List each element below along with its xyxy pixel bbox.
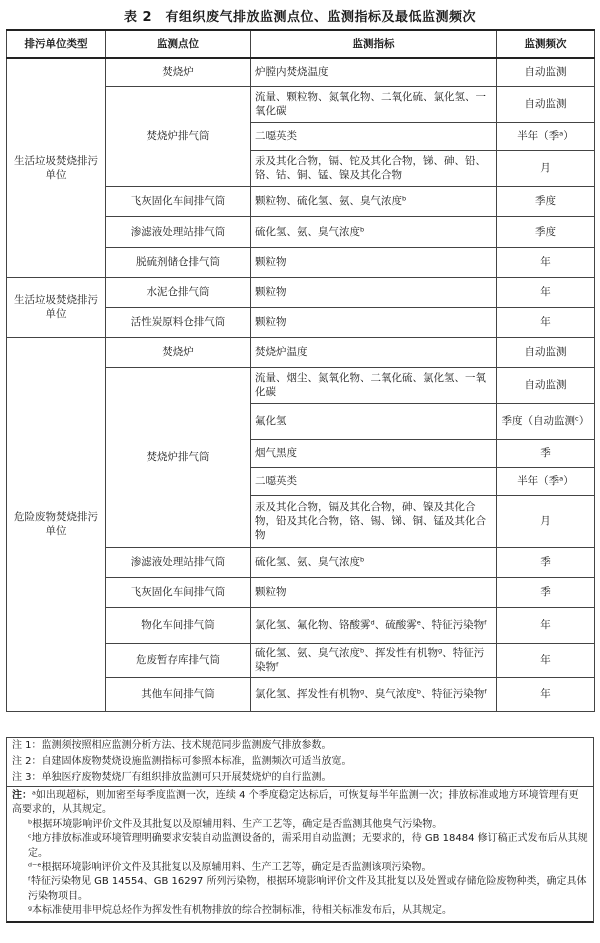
monitoring-point-cell: 脱硫剂储仓排气筒 [106, 247, 251, 277]
frequency-cell: 半年（季ᵃ） [497, 122, 595, 150]
frequency-cell: 年 [497, 607, 595, 643]
table-header-row [7, 30, 595, 58]
header-indicator: 监测指标 [251, 30, 497, 58]
table-row [7, 58, 595, 86]
indicator-cell: 颗粒物 [251, 577, 497, 607]
indicator-cell: 颗粒物 [251, 277, 497, 307]
frequency-cell: 月 [497, 495, 595, 547]
monitoring-point-cell: 其他车间排气筒 [106, 677, 251, 711]
frequency-cell: 年 [497, 247, 595, 277]
monitoring-point-cell: 飞灰固化车间排气筒 [106, 577, 251, 607]
frequency-cell: 季度（自动监测ᶜ） [497, 403, 595, 439]
frequency-cell: 季 [497, 577, 595, 607]
indicator-cell: 流量、烟尘、氮氧化物、二氧化硫、氯化氢、一氧化碳 [251, 367, 497, 403]
frequency-cell: 年 [497, 677, 595, 711]
indicator-cell: 颗粒物 [251, 307, 497, 337]
unit-type-cell: 危险废物焚烧排污单位 [7, 337, 106, 711]
monitoring-point-cell: 活性炭原料仓排气筒 [106, 307, 251, 337]
notes-section [6, 737, 594, 923]
unit-type-cell: 生活垃圾焚烧排污单位 [7, 277, 106, 337]
footnote-d-e: ᵈ⁻ᵉ根据环境影响评价文件及其批复以及原辅用料、生产工艺等，确定是否监测该项污染物。 [28, 862, 432, 874]
indicator-cell: 汞及其化合物，镉、铊及其化合物，锑、砷、铅、铬、钴、铜、锰、镍及其化合物 [251, 150, 497, 186]
monitoring-point-cell: 焚烧炉排气筒 [106, 86, 251, 186]
table-row [7, 337, 595, 367]
frequency-cell: 季 [497, 439, 595, 467]
table-row [7, 277, 595, 307]
frequency-cell: 年 [497, 643, 595, 677]
indicator-cell: 硫化氢、氨、臭气浓度ᵇ [251, 547, 497, 577]
frequency-cell: 自动监测 [497, 367, 595, 403]
frequency-cell: 季 [497, 547, 595, 577]
note-1: 注 1：监测须按照相应监测分析方法、技术规范同步监测废气排放参数。 [12, 740, 332, 751]
indicator-cell: 二噁英类 [251, 122, 497, 150]
footnotes-block [7, 786, 593, 921]
indicator-cell: 炉膛内焚烧温度 [251, 58, 497, 86]
monitoring-table [6, 29, 595, 712]
header-unit-type: 排污单位类型 [7, 30, 106, 58]
frequency-cell: 年 [497, 277, 595, 307]
footnote-c: ᶜ地方排放标准或环境管理明确要求安装自动监测设备的，需采用自动监测；无要求的，待 GB 18484 修订稿正式发布后从其规定。 [28, 833, 588, 859]
monitoring-point-cell: 焚烧炉 [106, 337, 251, 367]
footnote-f: ᶠ特征污染物见 GB 14554、GB 16297 所列污染物，根据环境影响评价文件及其批复以及处置或存储危险废物种类，确定具体污染物项目。 [28, 876, 587, 902]
unit-type-cell: 生活垃圾焚烧排污单位 [7, 58, 106, 277]
header-monitoring-point: 监测点位 [106, 30, 251, 58]
monitoring-point-cell: 焚烧炉 [106, 58, 251, 86]
monitoring-point-cell: 渗滤液处理站排气筒 [106, 216, 251, 247]
footnote-label: 注： [12, 790, 32, 801]
header-frequency: 监测频次 [497, 30, 595, 58]
monitoring-point-cell: 物化车间排气筒 [106, 607, 251, 643]
indicator-cell: 二噁英类 [251, 467, 497, 495]
frequency-cell: 月 [497, 150, 595, 186]
note-2: 注 2：自建固体废物焚烧设施监测指标可参照本标准，监测频次可适当放宽。 [12, 756, 352, 767]
indicator-cell: 流量、颗粒物、氮氧化物、二氧化硫、氯化氢、一氧化碳 [251, 86, 497, 122]
indicator-cell: 颗粒物 [251, 247, 497, 277]
note-3: 注 3：单独医疗废物焚烧厂有组织排放监测可只开展焚烧炉的自行监测。 [12, 772, 332, 783]
indicator-cell: 硫化氢、氨、臭气浓度ᵇ [251, 216, 497, 247]
frequency-cell: 半年（季ᵃ） [497, 467, 595, 495]
frequency-cell: 自动监测 [497, 337, 595, 367]
monitoring-point-cell: 飞灰固化车间排气筒 [106, 186, 251, 216]
monitoring-point-cell: 危废暂存库排气筒 [106, 643, 251, 677]
frequency-cell: 季度 [497, 186, 595, 216]
monitoring-point-cell: 渗滤液处理站排气筒 [106, 547, 251, 577]
indicator-cell: 氯化氢、挥发性有机物ᵍ、臭气浓度ᵇ、特征污染物ᶠ [251, 677, 497, 711]
frequency-cell: 年 [497, 307, 595, 337]
footnote-g: ᵍ本标准使用非甲烷总烃作为挥发性有机物排放的综合控制标准，待相关标准发布后，从其规定。 [28, 905, 453, 917]
indicator-cell: 氟化氢 [251, 403, 497, 439]
indicator-cell: 烟气黑度 [251, 439, 497, 467]
indicator-cell: 氯化氢、氟化物、铬酸雾ᵈ、硫酸雾ᵉ、特征污染物ᶠ [251, 607, 497, 643]
frequency-cell: 季度 [497, 216, 595, 247]
table-title: 表 2 有组织废气排放监测点位、监测指标及最低监测频次 [123, 10, 477, 25]
frequency-cell: 自动监测 [497, 86, 595, 122]
indicator-cell: 汞及其化合物，镉及其化合物，砷、镍及其化合物，铅及其化合物，铬、锡、锑、铜、锰及其化合物 [251, 495, 497, 547]
indicator-cell: 硫化氢、氨、臭气浓度ᵇ、挥发性有机物ᵍ、特征污染物ᶠ [251, 643, 497, 677]
footnote-a [12, 789, 588, 818]
monitoring-point-cell: 焚烧炉排气筒 [106, 367, 251, 547]
indicator-cell: 颗粒物、硫化氢、氨、臭气浓度ᵇ [251, 186, 497, 216]
frequency-cell: 自动监测 [497, 58, 595, 86]
indicator-cell: 焚烧炉温度 [251, 337, 497, 367]
monitoring-point-cell: 水泥仓排气筒 [106, 277, 251, 307]
footnote-a-text: ᵃ如出现超标，则加密至每季度监测一次，连续 4 个季度稳定达标后，可恢复每半年监测一次；排放标准或地方环境管理有更高要求的，从其规定。 [12, 790, 579, 816]
footnote-b: ᵇ根据环境影响评价文件及其批复以及原辅用料、生产工艺等，确定是否监测其他臭气污染物。 [28, 818, 443, 830]
